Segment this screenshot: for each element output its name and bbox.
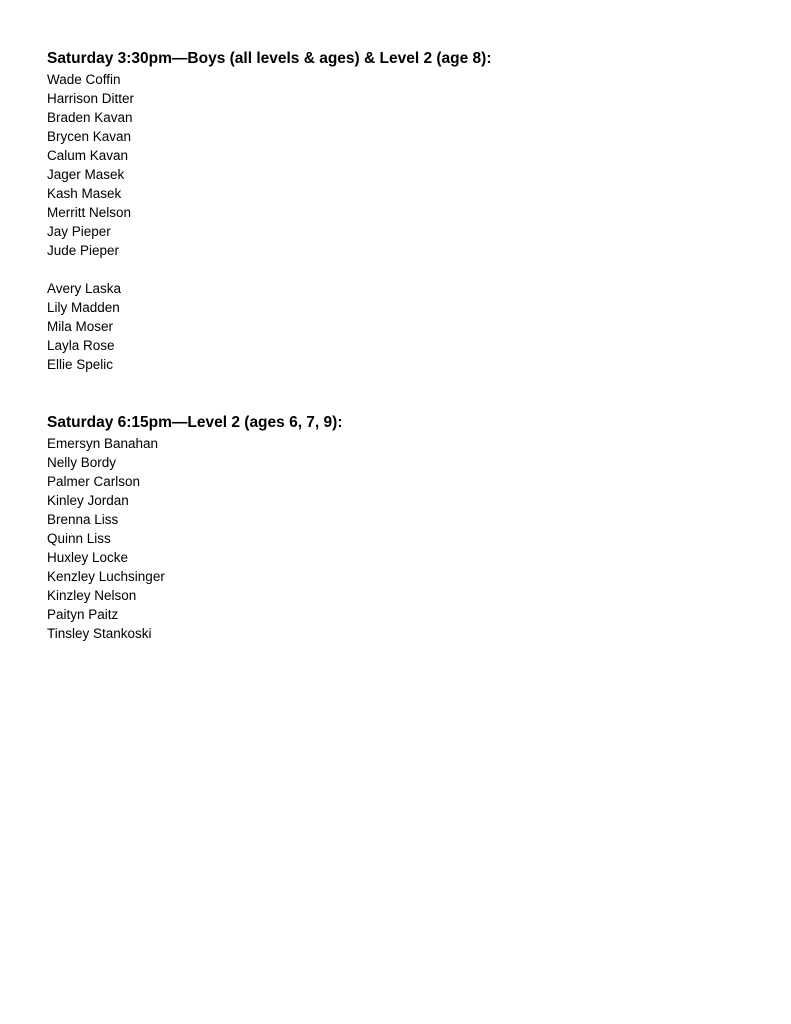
- session-section-2: [47, 412, 747, 643]
- list-item: Kinley Jordan: [47, 493, 129, 508]
- group-spacer: [47, 260, 747, 279]
- list-item: Huxley Locke: [47, 550, 129, 565]
- list-item: Kenzley Luchsinger: [47, 569, 165, 584]
- document-page: [47, 48, 747, 643]
- list-item: Wade Coffin: [47, 72, 121, 87]
- list-item: Braden Kavan: [47, 110, 133, 125]
- session-section-1: [47, 48, 747, 374]
- list-item: Emersyn Banahan: [47, 436, 159, 451]
- list-item: Jager Masek: [47, 167, 125, 182]
- list-item: Merritt Nelson: [47, 205, 132, 220]
- list-item: Harrison Ditter: [47, 91, 135, 106]
- list-item: Paityn Paitz: [47, 607, 119, 622]
- list-item: Avery Laska: [47, 281, 122, 296]
- name-list: [47, 70, 747, 260]
- list-item: Kinzley Nelson: [47, 588, 137, 603]
- list-item: Jay Pieper: [47, 224, 111, 239]
- list-item: Quinn Liss: [47, 531, 111, 546]
- section-title: Saturday 6:15pm—Level 2 (ages 6, 7, 9):: [47, 414, 343, 431]
- list-item: Palmer Carlson: [47, 474, 141, 489]
- list-item: Brycen Kavan: [47, 129, 132, 144]
- name-list: [47, 279, 747, 374]
- list-item: Nelly Bordy: [47, 455, 117, 470]
- list-item: Calum Kavan: [47, 148, 129, 163]
- list-item: Layla Rose: [47, 338, 115, 353]
- section-title: Saturday 3:30pm—Boys (all levels & ages) & Level 2 (age 8):: [47, 50, 492, 67]
- list-item: Kash Masek: [47, 186, 122, 201]
- list-item: Lily Madden: [47, 300, 120, 315]
- name-list: [47, 434, 747, 643]
- list-item: Brenna Liss: [47, 512, 119, 527]
- list-item: Mila Moser: [47, 319, 114, 334]
- list-item: Jude Pieper: [47, 243, 120, 258]
- list-item: Tinsley Stankoski: [47, 626, 152, 641]
- list-item: Ellie Spelic: [47, 357, 114, 372]
